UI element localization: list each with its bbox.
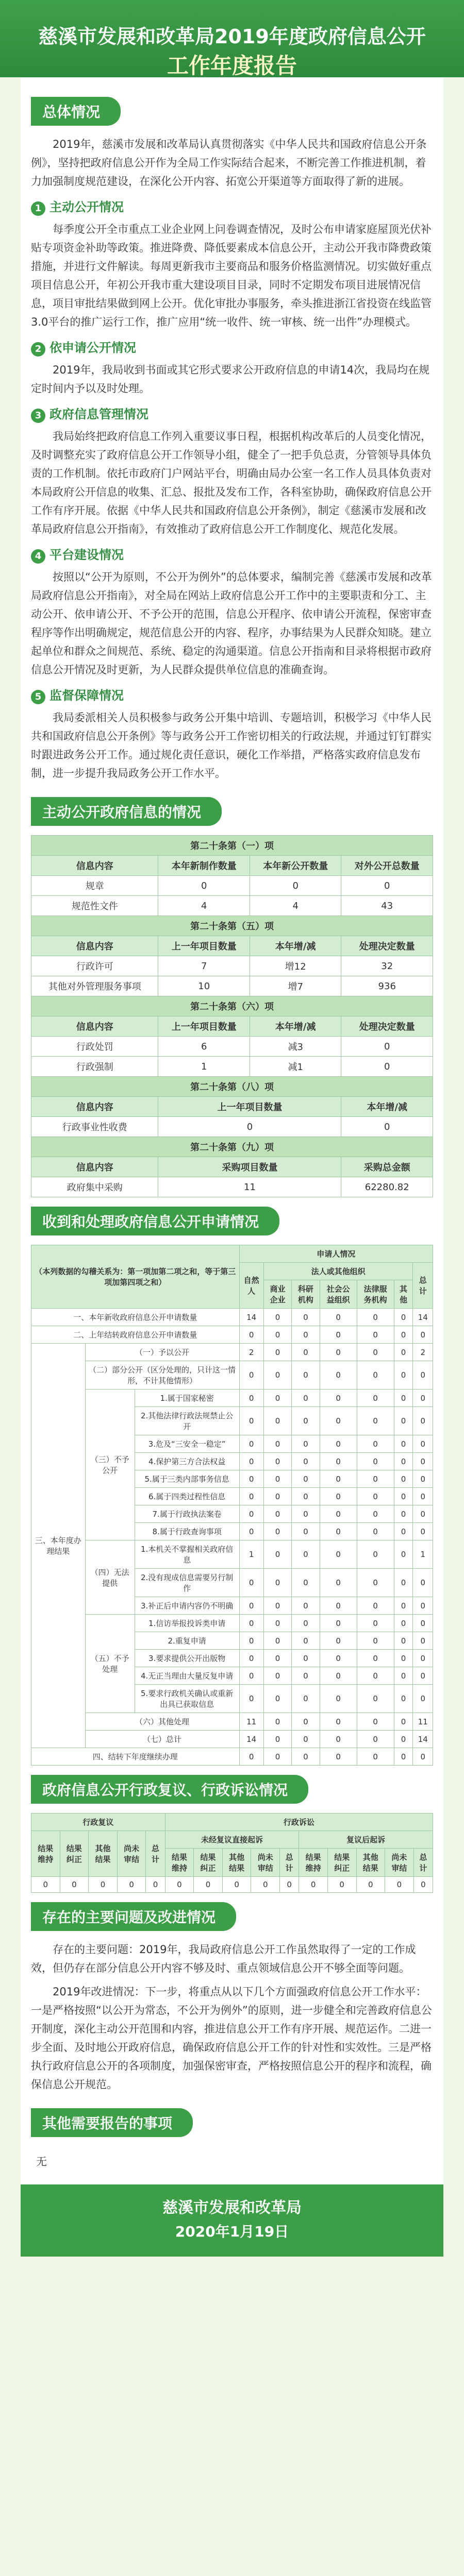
footer-org: 慈溪市发展和改革局 xyxy=(162,2199,302,2217)
number-badge: 2 xyxy=(31,342,45,357)
footer xyxy=(21,2184,443,2257)
table-row: 行政强制 1 减1 0 xyxy=(31,1057,433,1077)
s4-text: 按照以“公开为原则，不公开为例外”的总体要求，编制完善《慈溪市发展和改革局政府信息公开指南》，对全局在网站上政府信息公开工作中的主要职责和分工、主动公开、依申请公开、不予公开的范围，信息公开程序、依申请公开流程，保密审查程序等作出明确规定，规范信息公开的内容、程序，办事结果为人民群众知晓。建立起单位和群众之间规范、系统、稳定的沟通渠道。信息公开指南和目录将根据市政府信息公开情况及时更新，为人民群众提供单位信息的准确查询。 xyxy=(31,571,432,676)
table-row: 规范性文件 4 4 43 xyxy=(31,896,433,916)
subsection-title-1: 1 主动公开情况 xyxy=(31,197,433,216)
report-title-main: 工作年度报告 xyxy=(167,53,297,78)
table-row: 4.保护第三方合法权益 0 0 0 0 0 0 0 xyxy=(31,1453,433,1470)
table-row: 三、本年度办理结果 （一）予以公开 2 0 0 0 0 0 2 xyxy=(31,1344,433,1361)
overview-text: 2019年，慈溪市发展和改革局认真贯彻落实《中华人民共和国政府信息公开条例》，坚持把政府信息公开作为全局工作实际结合起来，不断完善工作推进机制，着力加强制度规范建设，在深化公开内容、拓宽公开渠道等方面取得了新的进展。 xyxy=(31,138,427,188)
table-row: 8.属于行政查询事项 0 0 0 0 0 0 0 xyxy=(31,1523,433,1540)
table-row: 四、结转下年度继续办理 0 0 0 0 0 0 0 xyxy=(31,1748,433,1766)
s3-text: 我局始终把政府信息工作列入重要议事日程，根据机构改革后的人员变化情况，及时调整充实了政府信息公开工作领导小组，健全了一把手负总责，分管领导具体负责的工作机制。依托市政府门户网站平台，明确由局办公室一名工作人员具体负责对本局政府公开信息的收集、汇总、报批及发布工作，各科室协助，确保政府信息公开工作有序开展。依据《中华人民共和国政府信息公开条例》，制定《慈溪市发展和改革局政府信息公开指南》，有效推动了政府信息公开工作制度化、规范化发展。 xyxy=(31,430,432,535)
content-panel xyxy=(21,77,443,2184)
table-row: 0 0 0 0 0 0 0 0 0 0 0 0 0 0 0 xyxy=(31,1877,433,1893)
s2-text: 2019年，我局收到书面或其它形式要求公开政府信息的申请14次，我局均在规定时间内予以及时处理。 xyxy=(31,364,430,395)
table-row: （二）部分公开（区分处理的，只计这一情形，不计其他情形） 0 0 0 0 0 0 0 xyxy=(31,1361,433,1389)
stat-band: 第二十条第（六）项 xyxy=(31,996,433,1016)
table-row: 行政许可 7 增12 32 xyxy=(31,956,433,976)
review-table: 行政复议 行政诉讼 结果维持 结果纠正 其他结果 尚未审结 总计 未经复议直接起诉 复议后起诉 结果维持 结果纠正 其他结果 尚未审结 总计 结果维持 结果纠正 其他结果 尚未审结 总计 0 0 0 0 0 0 0 0 0 0 0 0 0 0 0 xyxy=(31,1813,433,1893)
section-title-problems: 存在的主要问题及改进情况 xyxy=(31,1902,236,1931)
table-row: 其他对外管理服务事项 10 增7 936 xyxy=(31,976,433,996)
table-row: （四）无法提供 1.本机关不掌握相关政府信息 1 0 0 0 0 0 1 xyxy=(31,1540,433,1569)
section-title-other: 其他需要报告的事项 xyxy=(31,2108,193,2137)
stat-band: 第二十条第（五）项 xyxy=(31,916,433,936)
corner-note: （本列数据的勾稽关系为：第一项加第二项之和，等于第三项加第四项之和） xyxy=(31,1245,240,1309)
table-row: 2.其他法律行政法规禁止公开 0 0 0 0 0 0 0 xyxy=(31,1407,433,1435)
table-row: （五）不予处理 1.信访举报投诉类申请 0 0 0 0 0 0 0 xyxy=(31,1615,433,1632)
number-badge: 3 xyxy=(31,409,45,423)
number-badge: 1 xyxy=(31,201,45,216)
problem-text-2: 2019年改进情况：下一步，将重点从以下几个方面强政府信息公开工作水平：一是严格按照“以公开为常态，不公开为例外”的原则，进一步健全和完善政府信息公开制度，深化主动公开范围和内容，推进信息公开工作有序开展、规范运作。二进一步全面、及时地公开政府信息，确保政府信息公开工作的针对性和实效性。三是严格执行政府信息公开的各项制度，加强保密审查，严格按照信息公开的程序和流程，确保信息公开规范。 xyxy=(31,1986,432,2091)
stat-band: 第二十条第（九）项 xyxy=(31,1137,433,1157)
subsection-title-2: 2 依申请公开情况 xyxy=(31,337,433,357)
table-row: 3.危及“三安全一稳定” 0 0 0 0 0 0 0 xyxy=(31,1435,433,1453)
table-row: 一、本年新收政府信息公开申请数量 14 0 0 0 0 0 14 xyxy=(31,1309,433,1326)
s5-text: 我局委派相关人员积极参与政务公开集中培训、专题培训，积极学习《中华人民共和国政府信息公开条例》等与政务公开工作密切相关的行政法规，并通过钉钉群实时跟进政务公开工作。通过规化责任意识，硬化工作举措，严格落实政府信息发布制，进一步提升我局政务公开工作水平。 xyxy=(31,711,432,779)
table-row: 行政事业性收费 0 0 xyxy=(31,1117,433,1137)
table-row: 3.补正后申请内容仍不明确 0 0 0 0 0 0 0 xyxy=(31,1597,433,1615)
table-row: 规章 0 0 0 xyxy=(31,876,433,896)
table-row: 政府集中采购 11 62280.82 xyxy=(31,1177,433,1197)
request-table: （本列数据的勾稽关系为：第一项加第二项之和，等于第三项加第四项之和） 申请人情况 自然人 法人或其他组织 总计 商业企业 科研机构 社会公益组织 法律服务机构 其他 一、本年新收政府信息公开申请数量 14 0 0 0 0 0 14 二、上年结转政府信息公开申请数量 0 0 0 0 0 0 0 三、本年度办理结果 （一）予以公开 2 0 0 0 0 0 2 （二）部分公开（区分处理的，只计这一情形，不计其他情形） 0 0 0 0 0 0 0 （三）不予公开 1.属于国家秘密 0 0 0 0 0 0 0 2.其他法律行政法规禁止公开 0 0 0 0 0 0 0 3.危及“三安全一稳定” 0 0 0 0 0 0 0 4.保护第三方合法权益 0 0 0 0 0 0 0 5.属于三类内部事务信息 0 0 0 0 0 0 0 6.属于四类过程性信息 0 0 0 0 0 0 0 7.属于行政执法案卷 0 0 0 0 0 0 0 8.属于行政查询事项 0 0 0 0 0 0 0 （四）无法提供 1.本机关不掌握相关政府信息 1 0 0 0 0 0 1 2.没有现成信息需要另行制作 0 0 0 0 0 0 0 3.补正后申请内容仍不明确 0 0 0 0 0 0 0 （五）不予处理 1.信访举报投诉类申请 0 0 0 0 0 0 0 2.重复申请 0 0 0 0 0 0 0 3.要求提供公开出版物 0 0 0 0 0 0 0 4.无正当理由大量反复申请 0 0 0 0 0 0 0 5.要求行政机关确认或重新出具已获取信息 0 0 0 0 0 0 0 （六）其他处理 11 0 0 0 0 0 11 （七）总计 14 0 0 0 0 0 14 四、结转下年度继续办理 0 0 0 0 0 0 0 xyxy=(31,1245,433,1766)
table-row: 行政处罚 6 减3 0 xyxy=(31,1037,433,1057)
page-header xyxy=(0,0,464,77)
stat-band: 第二十条第（八）项 xyxy=(31,1077,433,1097)
number-badge: 5 xyxy=(31,690,45,704)
table-row: 6.属于四类过程性信息 0 0 0 0 0 0 0 xyxy=(31,1488,433,1505)
table-row: （六）其他处理 11 0 0 0 0 0 11 xyxy=(31,1713,433,1731)
table-row: （七）总计 14 0 0 0 0 0 14 xyxy=(31,1731,433,1748)
section-title-overview: 总体情况 xyxy=(31,97,121,126)
stat-band: 第二十条第（一）项 xyxy=(31,836,433,856)
table-row: 2.重复申请 0 0 0 0 0 0 0 xyxy=(31,1632,433,1650)
table-row: 二、上年结转政府信息公开申请数量 0 0 0 0 0 0 0 xyxy=(31,1326,433,1344)
table-row: 2.没有现成信息需要另行制作 0 0 0 0 0 0 0 xyxy=(31,1569,433,1597)
section-title-review: 政府信息公开行政复议、行政诉讼情况 xyxy=(31,1775,308,1804)
table-row: 4.无正当理由大量反复申请 0 0 0 0 0 0 0 xyxy=(31,1667,433,1685)
problem-text-1: 存在的主要问题：2019年，我局政府信息公开工作虽然取得了一定的工作成效，但仍存在部分信息公开内容不够及时、重点领域信息公开不够全面等问题。 xyxy=(31,1943,416,1974)
subsection-title-5: 5 监督保障情况 xyxy=(31,685,433,704)
table-row: 5.要求行政机关确认或重新出具已获取信息 0 0 0 0 0 0 0 xyxy=(31,1685,433,1713)
subsection-title-3: 3 政府信息管理情况 xyxy=(31,404,433,423)
table-row: 7.属于行政执法案卷 0 0 0 0 0 0 0 xyxy=(31,1505,433,1523)
report-title-top: 慈溪市发展和改革局2019年度政府信息公开 xyxy=(38,25,426,48)
subsection-title-4: 4 平台建设情况 xyxy=(31,545,433,564)
stat-table: 第二十条第（一）项 信息内容 本年新制作数量 本年新公开数量 对外公开总数量 规章 0 0 0 规范性文件 4 4 43 第二十条第（五）项 信息内容 上一年项目数量 本年增/减 处理决定数量 行政许可 7 增12 32 其他对外管理服务事项 10 增7 936 第二十条第（六）项 信息内容 上一年项目数量 本年增/减 处理决定数量 行政处罚 6 减3 0 行政强制 1 减1 0 第二十条第（八）项 信息内容 上一年项目数量 本年增/减 行政事业性收费 0 0 第二十条第（九）项 信息内容 采购项目数量 采购总金额 政府集中采购 11 62280.82 xyxy=(31,835,433,1197)
footer-date: 2020年1月19日 xyxy=(175,2223,289,2240)
table-row: （三）不予公开 1.属于国家秘密 0 0 0 0 0 0 0 xyxy=(31,1389,433,1407)
table-row: 5.属于三类内部事务信息 0 0 0 0 0 0 0 xyxy=(31,1470,433,1488)
section-title-requests: 收到和处理政府信息公开申请情况 xyxy=(31,1207,279,1235)
section-title-stat: 主动公开政府信息的情况 xyxy=(31,797,222,826)
table-row: 3.要求提供公开出版物 0 0 0 0 0 0 0 xyxy=(31,1650,433,1667)
other-text: 无 xyxy=(36,2156,47,2168)
s1-text: 每季度公开全市重点工业企业网上问卷调查情况，及时公布申请家庭屋顶光伏补贴专项资金补助等政策。推进降费、降低要素成本信息公开，主动公开我市降费政策措施，并进行文件解读。每周更新我市主要商品和服务价格监测情况。切实做好重点项目信息公开，年初公开我市重大建设项目目录，同时不定期发布项目进展情况信息，项目审批结果做到网上公开。优化审批办事服务，牵头推进浙江省投资在线监管3.0平台的推广运行工作，推广应用“统一收件、统一审核、统一出件”办理模式。 xyxy=(31,223,432,328)
number-badge: 4 xyxy=(31,549,45,564)
